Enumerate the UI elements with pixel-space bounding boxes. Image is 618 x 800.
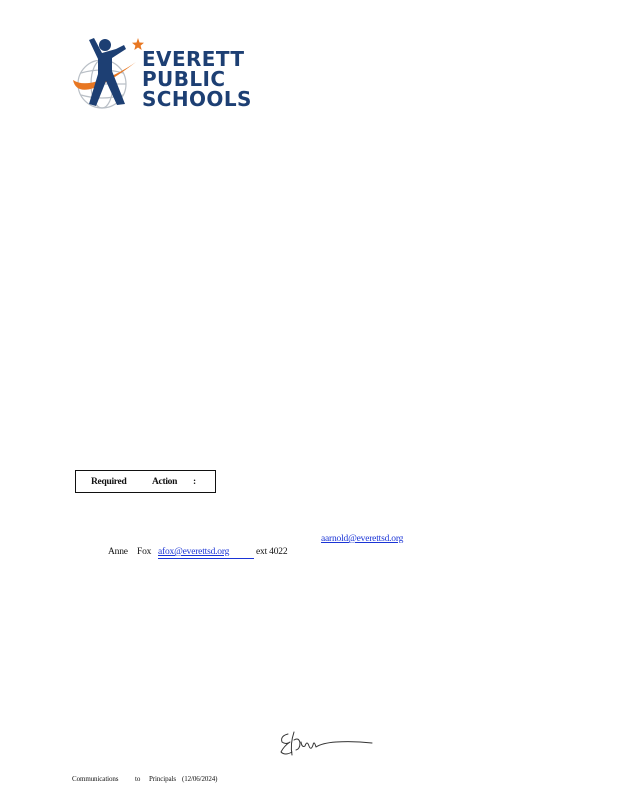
figure-reaching-for-star-icon [72,36,144,112]
email-link-fox[interactable]: afox@everettsd.org [158,547,230,557]
action-label: Action [152,477,178,487]
district-name [142,49,252,109]
footer-word-3: Principals [149,775,176,783]
email-link-arnold[interactable]: aarnold@everettsd.org [321,534,404,544]
signature [276,728,376,763]
logo-line-1: EVERETT [142,47,245,71]
contact-extension: ext 4022 [256,547,288,557]
logo-line-2: PUBLIC [142,67,226,91]
required-label: Required [91,477,127,487]
handwritten-signature-icon [276,728,376,758]
district-logo [72,36,252,112]
required-action-box [75,470,216,493]
logo-line-3: SCHOOLS [142,87,252,111]
footer-word-2: to [135,775,141,783]
footer-word-1: Communications [72,775,119,783]
contact-last-name: Fox [137,547,152,557]
required-colon: : [193,477,196,487]
contact-first-name: Anne [108,547,128,557]
email-link-underline [158,558,254,559]
footer-date: (12/06/2024) [182,775,218,783]
